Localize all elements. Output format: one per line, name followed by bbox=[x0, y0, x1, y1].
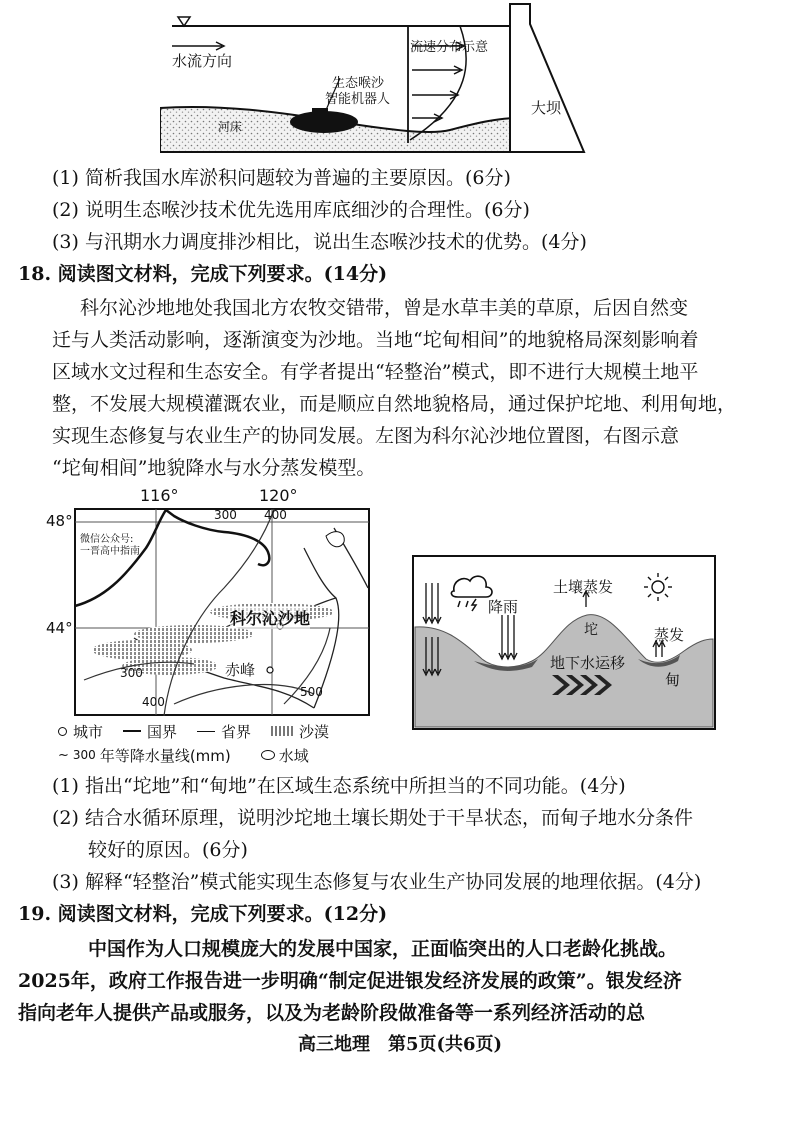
q18-item-2-line-1: (2) 结合水循环原理，说明沙坨地土壤长期处于干旱状态，而甸子地水分条件 bbox=[52, 807, 693, 829]
tuo-label: 坨 bbox=[584, 622, 598, 638]
isohyet-400-bottom: 400 bbox=[142, 695, 165, 709]
q19-paragraph bbox=[18, 933, 778, 1029]
q18-para-line-2: 迁与人类活动影响，逐渐演变为沙地。当地“坨甸相间”的地貌格局深刻影响着 bbox=[52, 329, 699, 351]
lat-48-label: 48° bbox=[46, 512, 73, 530]
isohyet-legend-icon: ~ bbox=[58, 747, 69, 763]
dam-shape bbox=[510, 4, 584, 152]
rainfall-label: 降雨 bbox=[488, 598, 519, 616]
q17-item-1: (1) 简析我国水库淤积问题较为普遍的主要原因。(6分) bbox=[52, 167, 511, 189]
q18-heading: 18. 阅读图文材料，完成下列要求。(14分) bbox=[18, 263, 388, 285]
q17-item-2: (2) 说明生态喉沙技术优先选用库底细沙的合理性。(6分) bbox=[52, 199, 530, 221]
q18-paragraph bbox=[52, 292, 764, 484]
lon-120-label: 120° bbox=[259, 486, 298, 505]
evaporation-label: 蒸发 bbox=[654, 626, 685, 644]
robot-label-line1: 生态喉沙 bbox=[332, 76, 385, 91]
q19-para-line-1: 中国作为人口规模庞大的发展中国家，正面临突出的人口老龄化挑战。 bbox=[88, 938, 678, 960]
q19-para-line-2: 2025年，政府工作报告进一步明确“制定促进银发经济发展的政策”。银发经济 bbox=[18, 970, 682, 992]
q18-para-line-5: 实现生态修复与农业生产的协同发展。左图为科尔沁沙地位置图，右图示意 bbox=[52, 425, 680, 447]
q18-para-line-4: 整，不发展大规模灌溉农业，而是顺应自然地貌格局，通过保护坨地、利用甸地， bbox=[52, 393, 737, 415]
velocity-distribution-label: 流速分布示意 bbox=[410, 40, 489, 55]
isohyet-500: 500 bbox=[300, 685, 323, 699]
water-legend-icon bbox=[261, 750, 275, 760]
q19-para-line-3: 指向老年人提供产品或服务，以及为老龄阶段做准备等一系列经济活动的总 bbox=[18, 1002, 646, 1024]
q18-item-1: (1) 指出“坨地”和“甸地”在区域生态系统中所担当的不同功能。(4分) bbox=[52, 775, 626, 797]
provincial-border-legend-icon bbox=[197, 731, 215, 732]
map-legend bbox=[58, 720, 388, 766]
legend-desert: 沙漠 bbox=[299, 722, 330, 741]
city-legend-icon bbox=[58, 727, 67, 736]
legend-isohyet-value: 300 bbox=[72, 748, 96, 762]
q19-heading: 19. 阅读图文材料，完成下列要求。(12分) bbox=[18, 903, 388, 925]
city-marker bbox=[267, 667, 273, 673]
page-footer: 高三地理 第5页(共6页) bbox=[297, 1034, 503, 1055]
legend-provincial-border: 省界 bbox=[221, 722, 252, 741]
national-border-legend-icon bbox=[123, 730, 141, 732]
lat-44-label: 44° bbox=[46, 619, 73, 637]
legend-water: 水域 bbox=[278, 746, 309, 765]
groundwater-label: 地下水运移 bbox=[550, 654, 626, 672]
q18-item-2-line-2: 较好的原因。(6分) bbox=[88, 839, 248, 861]
soil-evaporation-label: 土壤蒸发 bbox=[553, 578, 614, 596]
legend-city: 城市 bbox=[73, 722, 104, 741]
legend-national-border: 国界 bbox=[147, 722, 178, 741]
horqin-sandy-land-label: 科尔沁沙地 bbox=[230, 606, 310, 629]
riverbed-label: 河床 bbox=[218, 120, 243, 134]
dian-label: 甸 bbox=[665, 671, 681, 689]
q18-item-3: (3) 解释“轻整治”模式能实现生态修复与农业生产协同发展的地理依据。(4分) bbox=[52, 871, 702, 893]
isohyet-400-top: 400 bbox=[264, 508, 287, 522]
lon-116-label: 116° bbox=[140, 486, 179, 505]
isohyet-300-bottom: 300 bbox=[120, 666, 143, 680]
q18-para-line-3: 区域水文过程和生态安全。有学者提出“轻整治”模式，即不进行大规模土地平 bbox=[52, 361, 699, 383]
isohyet-300-top: 300 bbox=[214, 508, 237, 522]
q18-para-line-6: “坨甸相间”地貌降水与水分蒸发模型。 bbox=[52, 457, 376, 479]
robot-label-line2: 智能机器人 bbox=[325, 92, 391, 107]
q17-item-3: (3) 与汛期水力调度排沙相比，说出生态喉沙技术的优势。(4分) bbox=[52, 231, 587, 253]
watermark-line-1: 微信公众号: bbox=[80, 534, 134, 545]
q18-para-line-1: 科尔沁沙地地处我国北方农牧交错带，曾是水草丰美的草原，后因自然变 bbox=[80, 297, 689, 319]
legend-isohyet: 年等降水量线(mm) bbox=[99, 746, 231, 765]
watermark-line-2: 一晋高中指南 bbox=[80, 546, 140, 557]
water-level-icon bbox=[178, 17, 190, 26]
chifeng-label: 赤峰 bbox=[225, 661, 256, 679]
watermark bbox=[80, 534, 140, 558]
flow-direction-label: 水流方向 bbox=[172, 52, 233, 70]
dam-label: 大坝 bbox=[531, 99, 562, 117]
desert-legend-icon bbox=[271, 726, 293, 736]
